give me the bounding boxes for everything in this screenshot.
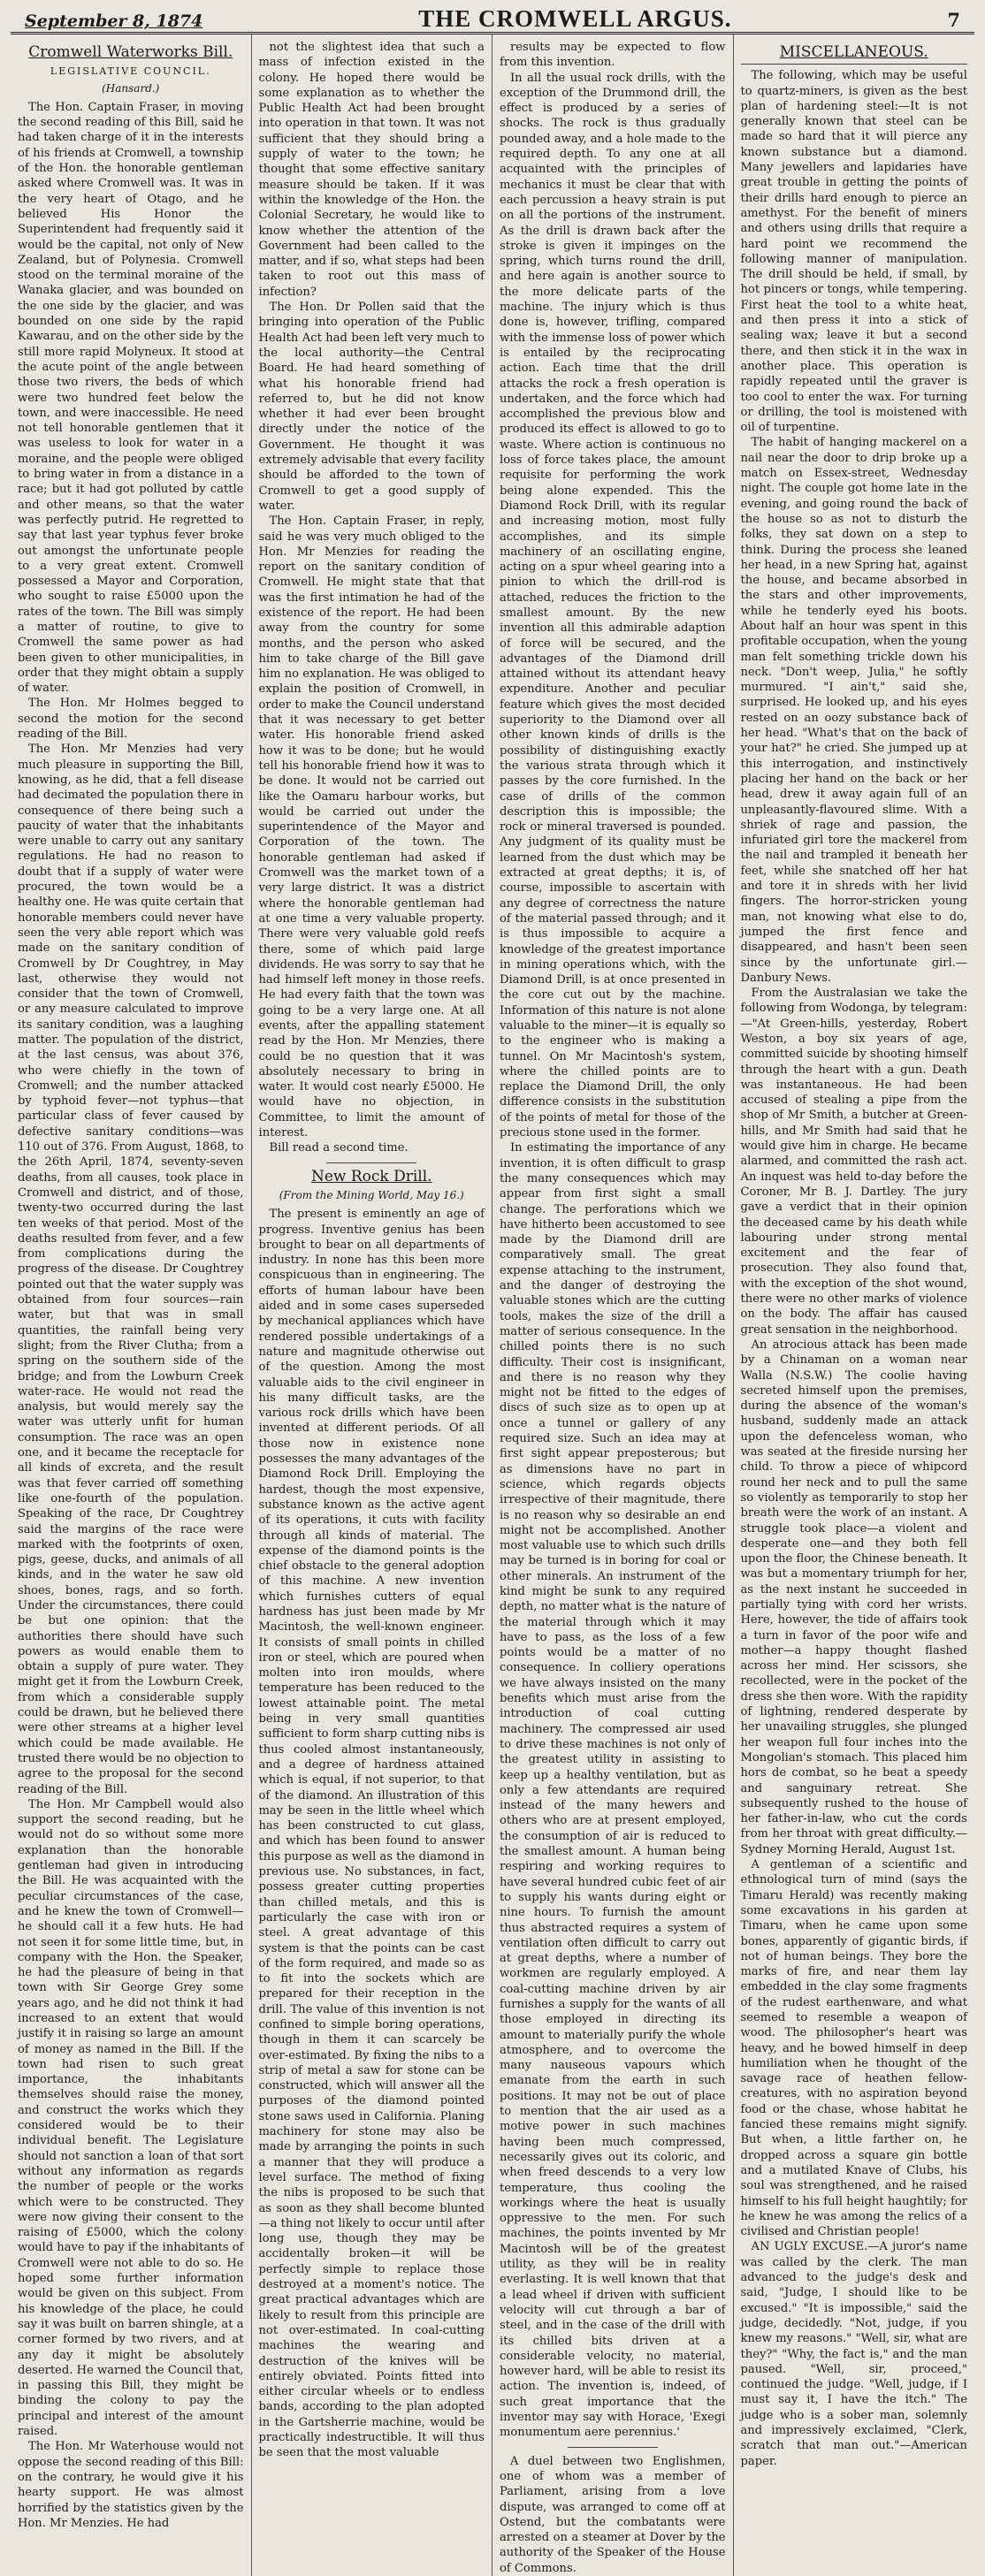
paragraph: A gentleman of a scientific and ethnological turn of mind (says the Timaru Herald) was recently making some excavations in his garden at Timaru, when he came upon some bones, apparently of gigantic birds, if not of human beings. They bore the marks of fire, and near them lay embedded in the clay some fragments of the rudest earthenware, and what seemed to resemble a weapon of wood. The philosopher's heart was heavy, and he bowed himself in deep humiliation when he thought of the savage race of heathen fellow-creatures, with no aspiration beyond food or the chase, whose habitat he fancied these remains might signify. But when, a little farther on, he dropped across a square gin bottle and a mutilated Knave of Clubs, his soul was strengthened, and he raised himself to his full height haughtily; for he knew he was among the relics of a civilised and Christian people!: [740, 1858, 967, 2239]
paragraph: In estimating the importance of any invention, it is often difficult to grasp the many consequences which may appear from first sight a small change. The perforations which we have hitherto been accustomed to see made by the Diamond drill are comparatively small. The great expense attaching to the instrument, and the danger of destroying the valuable stones which are the cutting tools, makes the size of the drill a matter of serious consequence. In the chilled points there is no such difficulty. Their cost is insignificant, and there is no reason why they might not be fitted to the edges of discs of such size as to open up at once a tunnel or gallery of any required size. Such an idea may at first sight appear preposterous; but as dimensions have no part in science, which regards objects irrespective of their magnitude, there is no reason why so desirable an end might not be accomplished. Another most valuable use to which such drills may be turned is in boring for coal or other minerals. An instrument of the kind might be sunk to any required depth, no matter what is the nature of the material through which it may have to pass, as the loss of a few points would be a matter of no consequence. In colliery operations we have always insisted on the many benefits which must arise from the introduction of coal cutting machinery. The compressed air used to drive these machines is not only of the greatest utility in assisting to keep up a healthy ventilation, but as only a few attendants are required instead of the many hewers and others who are at present employed, the consumption of air is reduced to the smallest amount. A human being respiring and working requires to have several hundred cubic feet of air to supply his wants during eight or nine hours. To furnish the amount thus abstracted requires a system of ventilation often difficult to carry out at great depths, where a number of workmen are regularly employed. A coal-cutting machine driven by air furnishes a supply for the wants of all those employed in directing its amount to materially purify the whole atmosphere, and to overcome the many nauseous vapours which emanate from the earth in such positions. It may not be out of place to mention that the air used as a motive power in such machines having been much compressed, necessarily gives out its coloric, and when freed descends to a very low temperature, thus cooling the workings where the heat is usually oppressive to the men. For such machines, the points invented by Mr Macintosh will be of the greatest utility, as they will be in reality everlasting. It is well known that that a lead wheel if driven with sufficient velocity will cut through a bar of steel, and in the case of the drill with its chilled bits driven at a considerable velocity, no material, however hard, will be able to resist its action. The invention is, indeed, of such great importance that the inventor may say with Horace, 'Exegi monumentum aere perennius.': [500, 1141, 726, 2440]
article-subhead-council: LEGISLATIVE COUNCIL.: [50, 65, 211, 78]
paragraph: The Hon. Mr Campbell would also support the second reading, but he would not do so without some more explanation than the honorable gentleman had given in introducing the Bill. He was acquainted with the peculiar circumstances of the case, and he knew the town of Cromwell—he should call it a few huts. He had not seen it for some little time, but, in company with the Hon. the Speaker, he had the pleasure of being in that town with Sir George Grey some years ago, and he did not think it had increased to an extent that would justify it in raising so large an amount of money as named in the Bill. If the town had risen to such great importance, the inhabitants themselves should raise the money, and construct the works which they considered would be to their individual benefit. The Legislature should not sanction a loan of that sort without any information as regards the number of people or the works which were to be constructed. They were now giving their consent to the raising of £5000, which the colony would have to pay if the inhabitants of Cromwell were not able to do so. He hoped some further information would be given on this subject. From his knowledge of the place, he could say it was built on barren shingle, at a corner formed by two rivers, and at any day it might be absolutely deserted. He warned the Council that, in passing this Bill, they might be binding the colony to pay the principal and interest of the amount raised.: [18, 1797, 244, 2439]
paragraph: The Hon. Captain Fraser, in reply, said he was very much obliged to the Hon. Mr Menzies for reading the report on the sanitary condition of Cromwell. He might state that that was the first intimation he had of the existence of the report. He had been away from the country for some months, and the person who asked him to take charge of the Bill gave him no explanation. He was obliged to explain the position of Cromwell, in order to make the Council understand that it was necessary to get better water. His honorable friend asked how it was to be done; but he would tell his honorable friend how it was to be done. It would not be carried out like the Oamaru harbour works, but would be carried out under the superintendence of the Mayor and Corporation of the town. The honorable gentleman had asked if Cromwell was the market town of a very large district. It was a district where the honorable gentleman had at one time a very valuable property. There were very valuable gold reefs there, some of which paid large dividends. He was sorry to say that he had himself left money in those reefs. He had every faith that the town was going to be a very large one. At all events, after the appalling statement read by the Hon. Mr Menzies, there could be no question that it was absolutely necessary to bring in water. It would cost nearly £5000. He would have no objection, in Committee, to limit the amount of interest.: [258, 514, 485, 1140]
paragraph: The following, which may be useful to quartz-miners, is given as the best plan of hardening steel:—It is not generally known that steel can be made so hard that it will pierce any known substance but a diamond. Many jewellers and lapidaries have great trouble in getting the points of their drills hard enough to pierce an amethyst. For the benefit of miners and others using drills that require a hard point we recommend the following manner of manipulation. The drill should be held, if small, by hot pincers or tongs, while tempering. First heat the tool to a white heat, and then press it into a stick of sealing wax; leave it but a second there, and then stick it in the wax in another place. This operation is rapidly repeated until the graver is too cool to enter the wax. For turning or drilling, the tool is moistened with oil of turpentine.: [740, 69, 967, 435]
paragraph: The present is eminently an age of progress. Inventive genius has been brought to bear on all departments of industry. In none has this been more conspicuous than in engineering. The efforts of human labour have been aided and in some cases superseded by mechanical appliances which have rendered possible undertakings of a nature and magnitude otherwise out of the question. Among the most valuable aids to the civil engineer in his many difficult tasks, are the various rock drills which have been invented at different periods. Of all those now in existence none possesses the many advantages of the Diamond Rock Drill. Employing the hardest, though the most expensive, substance known as the active agent of its operations, it cuts with facility through all kinds of material. The expense of the diamond points is the chief obstacle to the general adoption of this machine. A new invention which furnishes cutters of equal hardness has just been made by Mr Macintosh, the well-known engineer. It consists of small points in chilled iron or steel, which are poured when molten into iron moulds, where temperature has been reduced to the lowest attainable point. The metal being in very small quantities sufficient to form sharp cutting nibs is thus cooled almost instantaneously, and a degree of hardness attained which is equal, if not superior, to that of the diamond. An illustration of this may be seen in the little wheel which has been constructed to cut glass, and which has been found to answer this purpose as well as the diamond in previous use. No substances, in fact, possess greater cutting properties than chilled metals, and this is particularly the case with iron or steel. A great advantage of this system is that the points can be cast of the form required, and made so as to fit into the sockets which are prepared for their reception in the drill. The value of this invention is not confined to simple boring operations, though in them it can scarcely be over-estimated. By fixing the nibs to a strip of metal a saw for stone can be constructed, which will answer all the purposes of the diamond pointed stone saws used in California. Planing machinery for stone may also be made by arranging the points in such a manner that they will produce a level surface. The method of fixing the nibs is proposed to be such that as soon as they shall become blunted—a thing not likely to occur until after long use, though they may be accidentally broken—it will be perfectly simple to replace those destroyed at a moment's notice. The great practical advantages which are likely to result from this principle are not over-estimated. In coal-cutting machines the wearing and destruction of the knives will be entirely obviated. Points fitted into either circular wheels or to endless bands, according to the plan adopted in the Gartsherrie machine, would be practically indestructible. It will thus be seen that the most valuable: [258, 1208, 485, 2460]
paragraph: In all the usual rock drills, with the exception of the Drummond drill, the effect is produced by a series of shocks. The rock is thus gradually pounded away, and a hole made to the required depth. To any one at all acquainted with the principles of mechanics it must be clear that with each percussion a heavy strain is put on all the portions of the instrument. As the drill is drawn back after the stroke is given it impinges on the spring, which turns round the drill, and here again is another source to the more delicate parts of the machine. The injury which is thus done is, however, trifling, compared with the immense loss of power which is entailed by the reciprocating action. Each time that the drill attacks the rock a fresh operation is undertaken, and the force which had accomplished the previous blow and produced its effect is allowed to go to waste. Where action is continuous no loss of force takes place, the amount requisite for performing the work being alone expended. This the Diamond Rock Drill, with its regular and increasing motion, most fully accomplishes, and its simple machinery of an oscillating engine, acting on a spur wheel gearing into a pinion to which the drill-rod is attached, reduces the friction to the smallest amount. By the new invention all this admirable adaption of force will be secured, and the advantages of the Diamond drill attained without its attendant heavy expenditure. Another and peculiar feature which gives the most decided superiority to the Diamond over all other known kinds of drills is the possibility of distinguishing exactly the various strata through which it passes by the core furnished. In the case of drills of the common description this is impossible; the rock or mineral traversed is pounded. Any judgment of its quality must be learned from the dust which may be extracted at great depths; it is, of course, impossible to ascertain with any degree of correctness the nature of the material passed through; and it is thus impossible to acquire a knowledge of the greatest importance in mining operations which, with the Diamond Drill, is at once presented in the core cut out by the machine. Information of this nature is not alone valuable to the miner—it is equally so to the engineer who is making a tunnel. On Mr Macintosh's system, where the chilled points are to replace the Diamond Drill, the only difference consists in the substitution of the points of metal for those of the precious stone used in the former.: [500, 71, 726, 1140]
paragraph: The Hon. Mr Menzies had very much pleasure in supporting the Bill, knowing, as he did, that a fell disease had decimated the population there in consequence of there being such a paucity of water that the inhabitants were unable to carry out any sanitary regulations. He had no reason to doubt that if a supply of water were procured, the town would be a healthy one. He was quite certain that honorable members could never have seen the very able report which was made on the sanitary condition of Cromwell by Dr Coughtrey, in May last, otherwise they would not consider that the town of Cromwell, or any measure calculated to improve its sanitary condition, was a laughing matter. The population of the district, at the last census, was about 376, who were chiefly in the town of Cromwell; and the number attacked by typhoid fever—not typhus—that particular class of fever caused by defective sanitary conditions—was 110 out of 376. From August, 1868, to the 26th April, 1874, seventy-seven deaths, from all causes, took place in Cromwell and district, and of those, twenty-two occurred during the last ten weeks of that period. Most of the deaths resulted from fever, and a few from complications during the progress of the disease. Dr Coughtrey pointed out that the water supply was obtained from four sources—rain water, but that was in small quantities, the rainfall being very slight; from the River Clutha; from a spring on the southern side of the bridge; and from the Lowburn Creek water-race. He would not read the analysis, but would merely say the water was utterly unfit for human consumption. The race was an open one, and it became the receptacle for all kinds of excreta, and the result was that fever carried off something like one-fourth of the population. Speaking of the race, Dr Coughtrey said the margins of the race were marked with the footprints of oxen, pigs, geese, ducks, and animals of all kinds, and in the water he saw old shoes, bones, rags, and so forth. Under the circumstances, there could be but one opinion: that the authorities there should have such powers as would enable them to obtain a supply of pure water. They might get it from the Lowburn Creek, from which a considerable supply could be drawn, but he believed there were other streams at a higher level which could be made available. He trusted there would be no objection to agree to the proposal for the second reading of the Bill.: [18, 743, 244, 1796]
section-title-miscellaneous: MISCELLANEOUS.: [779, 43, 928, 61]
paragraph: not the slightest idea that such a mass of infection existed in the colony. He hoped there would be some explanation as to whether the Public Health Act had been brought into operation in that town. It was not sufficient that they should bring a supply of water to the town; he thought that some effective sanitary measure should be taken. If it was within the knowledge of the Hon. the Colonial Secretary, he would like to know whether the attention of the Government had been called to the matter, and if so, what steps had been taken to root out this mass of infection?: [258, 41, 485, 299]
article-title-rock-drill: New Rock Drill.: [310, 1167, 432, 1185]
paragraph: The habit of hanging mackerel on a nail near the door to drip broke up a match on Essex-street, Wednesday night. The couple got home late in the evening, and going round the back of the house so as not to disturb the folks, they sat down on a step to think. During the process she leaned her head, in a new Spring hat, against the house, and became absorbed in the stars and other improvements, while he tenderly eyed his boots. About half an hour was spent in this profitable occupation, when the young man felt something trickle down his neck. "Don't weep, Julia," he softly murmured. "I ain't," said she, surprised. He looked up, and his eyes rested on an oozy substance back of her head. "What's that on the back of your hat?" he cried. She jumped up at this interrogation, and instinctively placing her hand on the back or her head, drew it away again full of an unpleasantly-flavoured slime. With a shriek of rage and passion, the infuriated girl tore the mackerel from the nail and trampled it beneath her feet, while she snatched off her hat and tore it in shreds with her livid fingers. The horror-stricken young man, not knowing what else to do, jumped the first fence and disappeared, and hasn't been seen since by the unfortunate girl.—Danbury News.: [740, 436, 967, 985]
article-byline-hansard: (Hansard.): [102, 81, 160, 95]
paragraph: results may be expected to flow from this invention.: [500, 41, 726, 70]
paragraph: AN UGLY EXCUSE.—A juror's name was called by the clerk. The man advanced to the judge's desk and said, "Judge, I should like to be excused." "It is impossible," said the judge, decidedly. "Not, judge, if you knew my reasons." "Well, sir, what are they?" "Why, the fact is," and the man paused. "Well, sir, proceed," continued the judge. "Well, judge, if I must say it, I have the itch." The judge who is a sober man, solemnly and impressively exclaimed, "Clerk, scratch that man out."—American paper.: [740, 2240, 967, 2468]
page-number: 7: [947, 9, 960, 31]
paragraph: The Hon. Mr Holmes begged to second the motion for the second reading of the Bill.: [18, 697, 244, 742]
paragraph: The Hon. Mr Waterhouse would not oppose the second reading of this Bill: on the contrary, he would give it his hearty support. He was almost horrified by the statistics given by the Hon. Mr Menzies. He had: [18, 2440, 244, 2530]
column-3: [492, 34, 734, 2576]
article-title-waterworks: Cromwell Waterworks Bill.: [28, 43, 233, 61]
divider: [741, 64, 968, 65]
paragraph: Bill read a second time.: [269, 1141, 409, 1155]
column-4: [734, 34, 975, 2576]
divider: [326, 1162, 416, 1163]
masthead: [11, 5, 974, 34]
article-byline-mining-world: (From the Mining World, May 16.): [279, 1188, 464, 1201]
newspaper-title: THE CROMWELL ARGUS.: [418, 5, 732, 32]
paragraph: The Hon. Captain Fraser, in moving the second reading of this Bill, said he had taken charge of it in the interests of his friends at Cromwell, a township of the Hon. the honorable gentleman asked where Cromwell was. It was in the very heart of Otago, and he believed His Honor the Superintendent had frequently said it would be the capital, not only of New Zealand, but of Polynesia. Cromwell stood on the terminal moraine of the Wanaka glacier, and was bounded on the one side by the glacier, and was bounded on one side by the rapid Kawarau, and on the other side by the still more rapid Molyneux. It stood at the acute point of the angle between those two rivers, the beds of which were two hundred feet below the town, and were inaccessible. He need not tell honorable gentlemen that it was useless to look for water in a moraine, and the people were obliged to bring water in from a distance in a race; but it had got polluted by cattle and other means, so that the water was perfectly putrid. He regretted to say that last year typhus fever broke out amongst the unfortunate people to a very great extent. Cromwell possessed a Mayor and Corporation, who sought to raise £5000 upon the rates of the town. The Bill was simply a matter of routine, to give to Cromwell the same power as had been given to other municipalities, in order that they might obtain a supply of water.: [18, 100, 244, 696]
column-2: [252, 34, 493, 2576]
paragraph: From the Australasian we take the following from Wodonga, by telegram:—"At Green-hills, yesterday, Robert Weston, a boy six years of age, committed suicide by shooting himself through the heart with a gun. Death was instantaneous. He had been accused of stealing a pipe from the shop of Mr Smith, a butcher at Green-hills, and Mr Smith had said that he would give him in charge. He became alarmed, and committed the rash act. An inquest was held to-day before the Coroner, Mr B. J. Dartley. The jury gave a verdict that in their opinion the deceased came by his death while labouring under strong mental excitement and the fear of prosecution. They also found that, with the exception of the shot wound, there were no other marks of violence on the body. The affair has caused great sensation in the neighborhood.: [740, 987, 967, 1337]
columns: [11, 34, 974, 2575]
paragraph: The Hon. Dr Pollen said that the bringing into operation of the Public Health Act had been left very much to the local authority—the Central Board. He had heard something of what his honorable friend had referred to, but he did not know whether it had ever been brought directly under the notice of the Government. He thought it was extremely advisable that every facility should be afforded to the town of Cromwell to get a good supply of water.: [258, 301, 485, 513]
paragraph: A duel between two Englishmen, one of whom was a member of Parliament, arising from a love dispute, was arranged to come off at Ostend, but the combatants were arrested on a steamer at Dover by the authority of the Speaker of the House of Commons.: [500, 2454, 726, 2575]
paragraph: An atrocious attack has been made by a Chinaman on a woman near Walla (N.S.W.) The coolie having secreted himself upon the premises, during the absence of the woman's husband, suddenly made an attack upon the defenceless woman, who was seated at the fireside nursing her child. To throw a piece of whipcord round her neck and to pull the same so violently as temporarily to stop her breath were the work of an instant. A struggle took place—a violent and desperate one—and they both fell upon the floor, the Chinese beneath. It was but a momentary triumph for her, as the next instant he succeeded in partially tying with cord her wrists. Here, however, the tide of affairs took a turn in favor of the poor wife and mother—a happy thought flashed across her mind. Her scissors, she recollected, were in the pocket of the dress she then wore. With the rapidity of lightning, rendered desperate by her unavailing struggles, she plunged her weapon full four inches into the Mongolian's stomach. This placed him hors de combat, so he beat a speedy and sanguinary retreat. She subsequently rushed to the house of her father-in-law, who cut the cords from her throat with great difficulty.—Sydney Morning Herald, August 1st.: [740, 1338, 967, 1856]
column-1: [11, 34, 252, 2576]
issue-date: September 8, 1874: [25, 11, 203, 31]
divider: [568, 2447, 658, 2448]
